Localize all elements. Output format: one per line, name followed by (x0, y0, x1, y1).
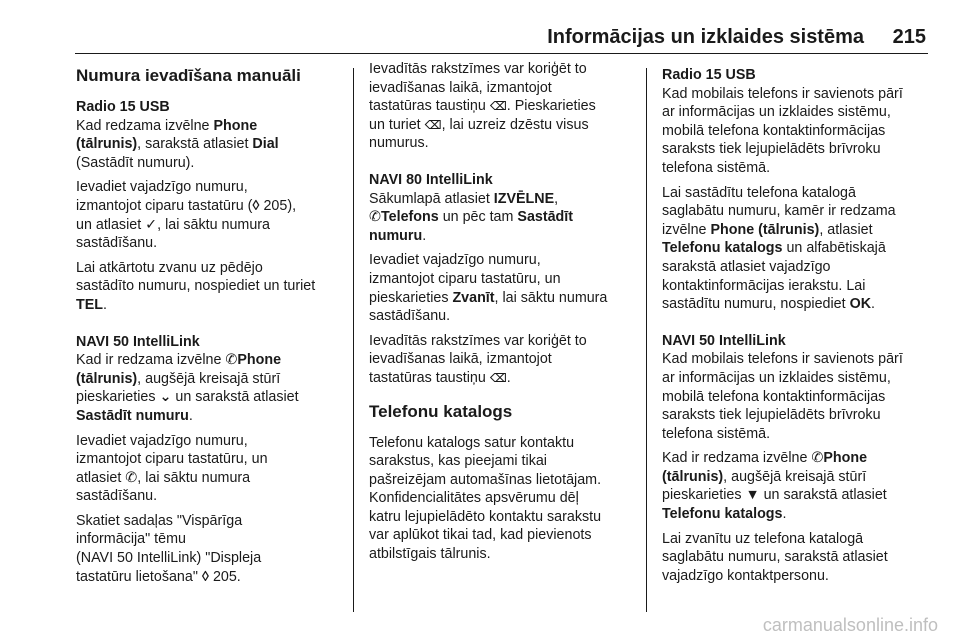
paragraph: Ievadiet vajadzīgo numuru, izmantojot ciparu tastatūru, un pieskarieties Zvanīt, lai sāktu numura sastādīšanu. (369, 252, 608, 325)
handset-icon: ✆ (369, 209, 381, 226)
subheading-navi50: NAVI 50 IntelliLink (76, 333, 200, 350)
subheading-navi50: NAVI 50 IntelliLink (662, 332, 786, 349)
paragraph: Ievadiet vajadzīgo numuru, izmantojot ciparu tastatūru (◊ 205), un atlasiet ✓, lai sāktu numura sastādīšanu. (76, 179, 297, 252)
watermark: carmanualsonline.info (762, 615, 938, 635)
handset-icon: ✆ (225, 352, 238, 369)
subheading-radio15: Radio 15 USB (76, 99, 170, 115)
section-heading-manual-dial: Numura ievadīšana manuāli (76, 66, 301, 85)
paragraph: Kad redzama izvēlne Phone (tālrunis), sarakstā atlasiet Dial (Sastādīt numuru). (76, 117, 279, 171)
handset-icon: ✆ (125, 469, 138, 486)
backspace-icon: ⌫ (489, 370, 507, 385)
page-ref-icon: ◊ (201, 568, 209, 585)
triangle-down-icon: ▼ (745, 487, 760, 504)
chapter-title: Informācijas un izklaides sistēma (547, 26, 864, 48)
paragraph: Kad mobilais telefons ir savienots pārī ar informācijas un izklaides sistēmu, mobilā telefona kontaktinformācijas saraksts tiek lejupielādēts brīvroku telefona sistēmā. (662, 351, 903, 442)
column-1 (76, 60, 348, 592)
paragraph: Ievadītās rakstzīmes var koriģēt to ievadīšanas laikā, izmantojot tastatūras taustiņu ⌫. (369, 332, 587, 386)
paragraph: Lai sastādītu telefona katalogā saglabātu numuru, kamēr ir redzama izvēlne Phone (tālrunis), atlasiet Telefonu katalogs un alfabētiskajā sarakstā atlasiet vajadzīgo kontaktinformācijas ierakstu. Lai sastādītu numuru, nospiediet OK. (662, 184, 896, 313)
paragraph: Lai zvanītu uz telefona katalogā saglabātu numuru, sarakstā atlasiet vajadzīgo kontaktpersonu. (662, 530, 888, 584)
paragraph: Lai atkārtotu zvanu uz pēdējo sastādīto numuru, nospiediet un turiet TEL. (76, 259, 316, 313)
paragraph: Ievadiet vajadzīgo numuru, izmantojot ciparu tastatūru, un atlasiet ✆, lai sāktu numura sastādīšanu. (76, 432, 268, 505)
paragraph: Kad ir redzama izvēlne ✆Phone (tālrunis), augšējā kreisajā stūrī pieskarieties ▼ un sarakstā atlasiet Telefonu katalogs. (662, 450, 887, 523)
page-ref-icon: ◊ (252, 197, 260, 214)
paragraph: Kad mobilais telefons ir savienots pārī ar informācijas un izklaides sistēmu, mobilā telefona kontaktinformācijas saraksts tiek lejupielādēts brīvroku telefona sistēmā. (662, 85, 903, 176)
chevron-down-icon: ⌄ (159, 389, 172, 406)
backspace-icon: ⌫ (489, 99, 507, 114)
paragraph: Kad ir redzama izvēlne ✆Phone (tālrunis), augšējā kreisajā stūrī pieskarieties ⌄ un sarakstā atlasiet Sastādīt numuru. (76, 352, 299, 424)
paragraph: Sākumlapā atlasiet IZVĒLNE, ✆Telefons un pēc tam Sastādīt numuru. (369, 190, 574, 244)
column-divider-2 (646, 68, 647, 612)
paragraph: Ievadītās rakstzīmes var koriģēt to ievadīšanas laikā, izmantojot tastatūras taustiņu ⌫. Pieskarieties un turiet ⌫, lai uzreiz dzēstu visus numurus. (369, 61, 596, 152)
page-number: 215 (892, 26, 926, 48)
column-divider-1 (353, 68, 354, 612)
subheading-radio15: Radio 15 USB (662, 67, 756, 83)
header-divider (75, 53, 928, 54)
column-2 (369, 60, 635, 570)
backspace-icon: ⌫ (424, 117, 442, 132)
paragraph: Telefonu katalogs satur kontaktu sarakstus, kas pieejami tikai pašreizējam automašīnas lietotājam. Konfidencialitātes apsvērumu dēļ katru lejupielādēto kontaktu sarakstu var aplūkot tikai tad, kad pievienots atbilstīgais tālrunis. (369, 434, 602, 563)
column-3 (662, 60, 932, 591)
paragraph: Skatiet sadaļas "Vispārīga informācija" tēmu (NAVI 50 IntelliLink) "Displeja tastatūru lietošana" ◊ 205. (76, 512, 262, 585)
section-heading-phonebook: Telefonu katalogs (369, 401, 513, 421)
call-check-icon: ✓ (145, 216, 158, 233)
page-header (0, 0, 960, 54)
handset-icon: ✆ (811, 450, 824, 467)
subheading-navi80: NAVI 80 IntelliLink (369, 171, 493, 188)
